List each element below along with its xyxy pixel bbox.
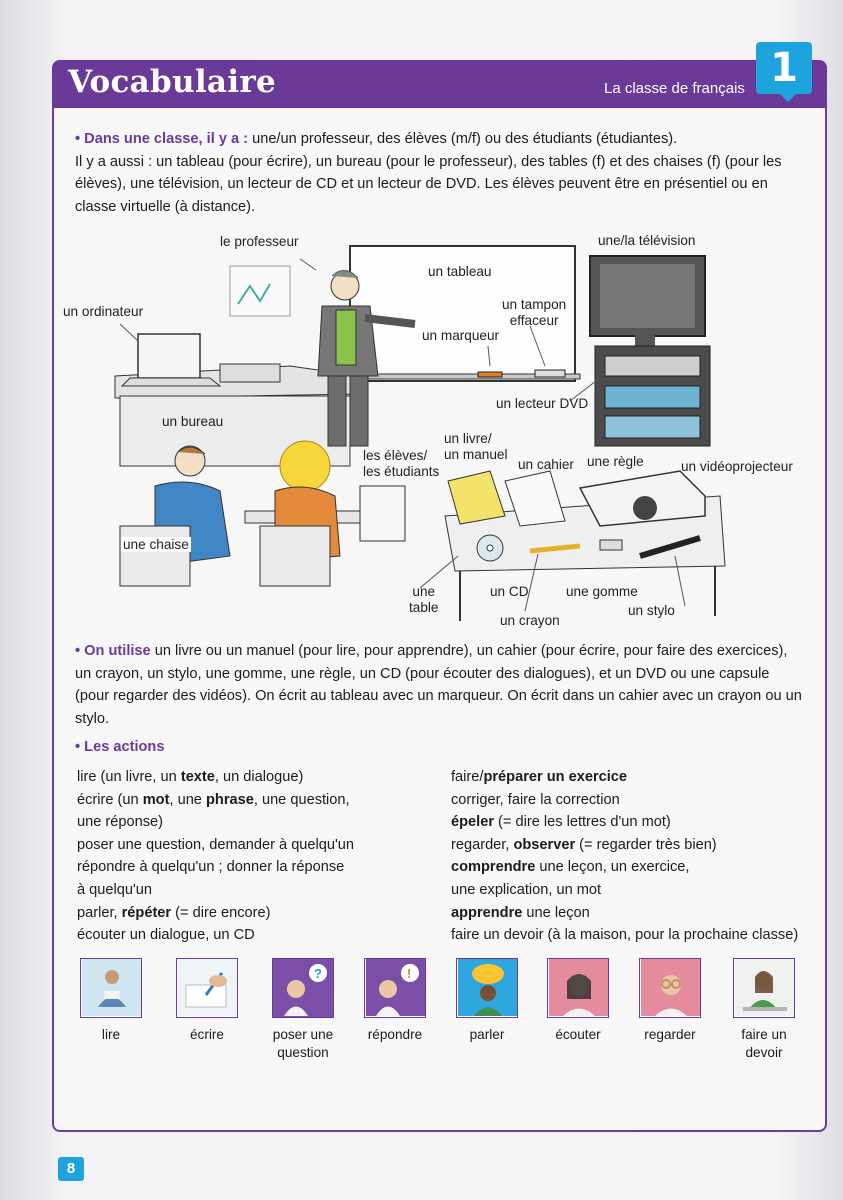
looking-icon: [639, 958, 701, 1018]
action-line: [77, 856, 447, 879]
action-text: une réponse): [77, 814, 164, 831]
action-text: une leçon, un exercice,: [535, 859, 690, 876]
picto-parler: [439, 958, 535, 1044]
action-keyword: apprendre: [451, 904, 523, 921]
classroom-drawing: [60, 226, 800, 636]
picto-caption: lire: [101, 1027, 121, 1042]
action-keyword: épeler: [451, 814, 494, 831]
action-text: faire/: [451, 769, 484, 785]
action-line: [451, 811, 831, 834]
action-keyword: répéter: [121, 904, 172, 921]
action-keyword: phrase: [205, 791, 254, 808]
page-number: 8: [58, 1157, 84, 1181]
action-text: répondre à quelqu'un ; donner la réponse: [77, 859, 345, 876]
action-line: [77, 766, 447, 789]
picto-caption: parler: [469, 1027, 505, 1042]
action-text: faire un devoir (à la maison, pour la prochaine classe): [451, 927, 799, 944]
action-line: [77, 879, 447, 902]
usage-text: un livre ou un manuel (pour lire, pour apprendre), un cahier (pour écrire, pour faire des exercices), un crayon, un stylo, une gomme, une règle, un CD (pour écouter des dialogues), et un DVD ou une capsule (pour regarder des vidéos). On écrit au tableau avec un marqueur. On écrit dans un cahier avec un crayon ou un stylo.: [75, 643, 802, 727]
intro-paragraph: [75, 128, 805, 218]
picto-lire: [63, 958, 159, 1044]
section-subtitle: La classe de français: [604, 80, 745, 97]
label-crayon: un crayon: [500, 613, 560, 628]
svg-text:!: !: [406, 966, 411, 981]
label-cd: un CD: [490, 584, 529, 599]
action-line: [77, 789, 447, 812]
intro-line1: une/un professeur, des élèves (m/f) ou des étudiants (étudiantes).: [248, 131, 678, 147]
picto-regarder: [622, 958, 718, 1044]
picto-caption: répondre: [367, 1027, 423, 1042]
picto-ecouter: [530, 958, 626, 1044]
label-cahier: un cahier: [518, 457, 574, 472]
classroom-illustration: [60, 226, 800, 636]
usage-lead: • On utilise: [75, 643, 151, 659]
picto-caption: écrire: [190, 1027, 224, 1042]
intro-lead: • Dans une classe, il y a :: [75, 131, 249, 147]
picto-ecrire: [159, 958, 255, 1044]
label-stylo: un stylo: [628, 603, 675, 618]
picto-caption: poser une question: [272, 1027, 334, 1060]
unit-badge: 1: [756, 42, 812, 94]
action-line: [77, 834, 447, 857]
speech-bubble-icon: [456, 958, 518, 1018]
action-text: écouter un dialogue, un CD: [77, 927, 255, 944]
picto-poser-question: [255, 958, 351, 1062]
action-keyword: texte: [180, 769, 215, 785]
label-lecteur-dvd: un lecteur DVD: [496, 396, 589, 411]
action-text: poser une question, demander à quelqu'un: [77, 836, 355, 853]
picto-caption: faire un devoir: [741, 1027, 787, 1060]
picto-faire-devoir: [716, 958, 812, 1062]
action-text: à quelqu'un: [77, 881, 153, 898]
exclamation-bubble-icon: [364, 958, 426, 1018]
label-regle: une règle: [587, 454, 644, 469]
action-line: [451, 766, 831, 789]
picto-caption: regarder: [644, 1027, 696, 1042]
homework-icon: [733, 958, 795, 1018]
action-text: corriger, faire la correction: [451, 791, 620, 808]
action-text: (= dire les lettres d'un mot): [494, 814, 671, 831]
actions-right-column: [451, 766, 831, 947]
label-chaise: une chaise: [123, 537, 189, 552]
action-text: une explication, un mot: [451, 881, 602, 898]
action-line: [451, 789, 831, 812]
label-videoprojecteur: un vidéoprojecteur: [681, 459, 793, 474]
intro-line2: Il y a aussi : un tableau (pour écrire), un bureau (pour le professeur), des tables (f) et des chaises (f) (pour les élèves), une télévision, un lecteur de CD et un lecteur de DVD. Les élèves peuvent être en présentiel ou en classe virtuelle (à distance).: [75, 153, 782, 215]
label-livre: un livre/ un manuel: [444, 431, 508, 462]
writing-hand-icon: [176, 958, 238, 1018]
action-line: [451, 924, 831, 947]
reading-person-icon: [80, 958, 142, 1018]
label-gomme: une gomme: [566, 584, 638, 599]
usage-paragraph: [75, 640, 805, 730]
picto-repondre: [347, 958, 443, 1044]
picto-caption: écouter: [555, 1027, 601, 1042]
action-text: , une question,: [253, 791, 350, 808]
action-line: [77, 924, 447, 947]
action-text: une leçon: [522, 904, 590, 921]
action-keyword: comprendre: [451, 859, 536, 876]
actions-title: • Les actions: [75, 739, 165, 755]
label-ordinateur: un ordinateur: [63, 304, 144, 319]
action-text: , une: [169, 791, 206, 808]
label-table: une table: [409, 584, 439, 615]
label-television: une/la télévision: [598, 233, 696, 248]
action-text: parler,: [77, 904, 122, 921]
action-keyword: observer: [513, 836, 576, 853]
action-text: regarder,: [451, 836, 514, 853]
action-line: [77, 811, 447, 834]
action-line: [451, 834, 831, 857]
page-title: Vocabulaire: [68, 64, 277, 100]
action-text: (= dire encore): [171, 904, 271, 921]
label-tampon: un tampon effaceur: [502, 297, 567, 328]
action-line: [77, 902, 447, 925]
action-line: [451, 879, 831, 902]
label-bureau: un bureau: [162, 414, 224, 429]
action-text: lire (un livre, un: [77, 769, 181, 785]
question-bubble-icon: [272, 958, 334, 1018]
label-marqueur: un marqueur: [422, 328, 500, 343]
listening-icon: [547, 958, 609, 1018]
label-eleves: les élèves/ les étudiants: [363, 448, 440, 479]
action-line: [451, 902, 831, 925]
action-text: écrire (un: [77, 791, 143, 808]
label-professeur: le professeur: [220, 234, 299, 249]
action-keyword: mot: [142, 791, 170, 808]
svg-text:?: ?: [313, 966, 322, 981]
action-text: (= regarder très bien): [575, 836, 717, 853]
action-text: , un dialogue): [214, 769, 304, 785]
label-tableau: un tableau: [428, 264, 492, 279]
action-line: [451, 856, 831, 879]
action-keyword: préparer un exercice: [483, 769, 628, 785]
actions-left-column: [77, 766, 447, 947]
